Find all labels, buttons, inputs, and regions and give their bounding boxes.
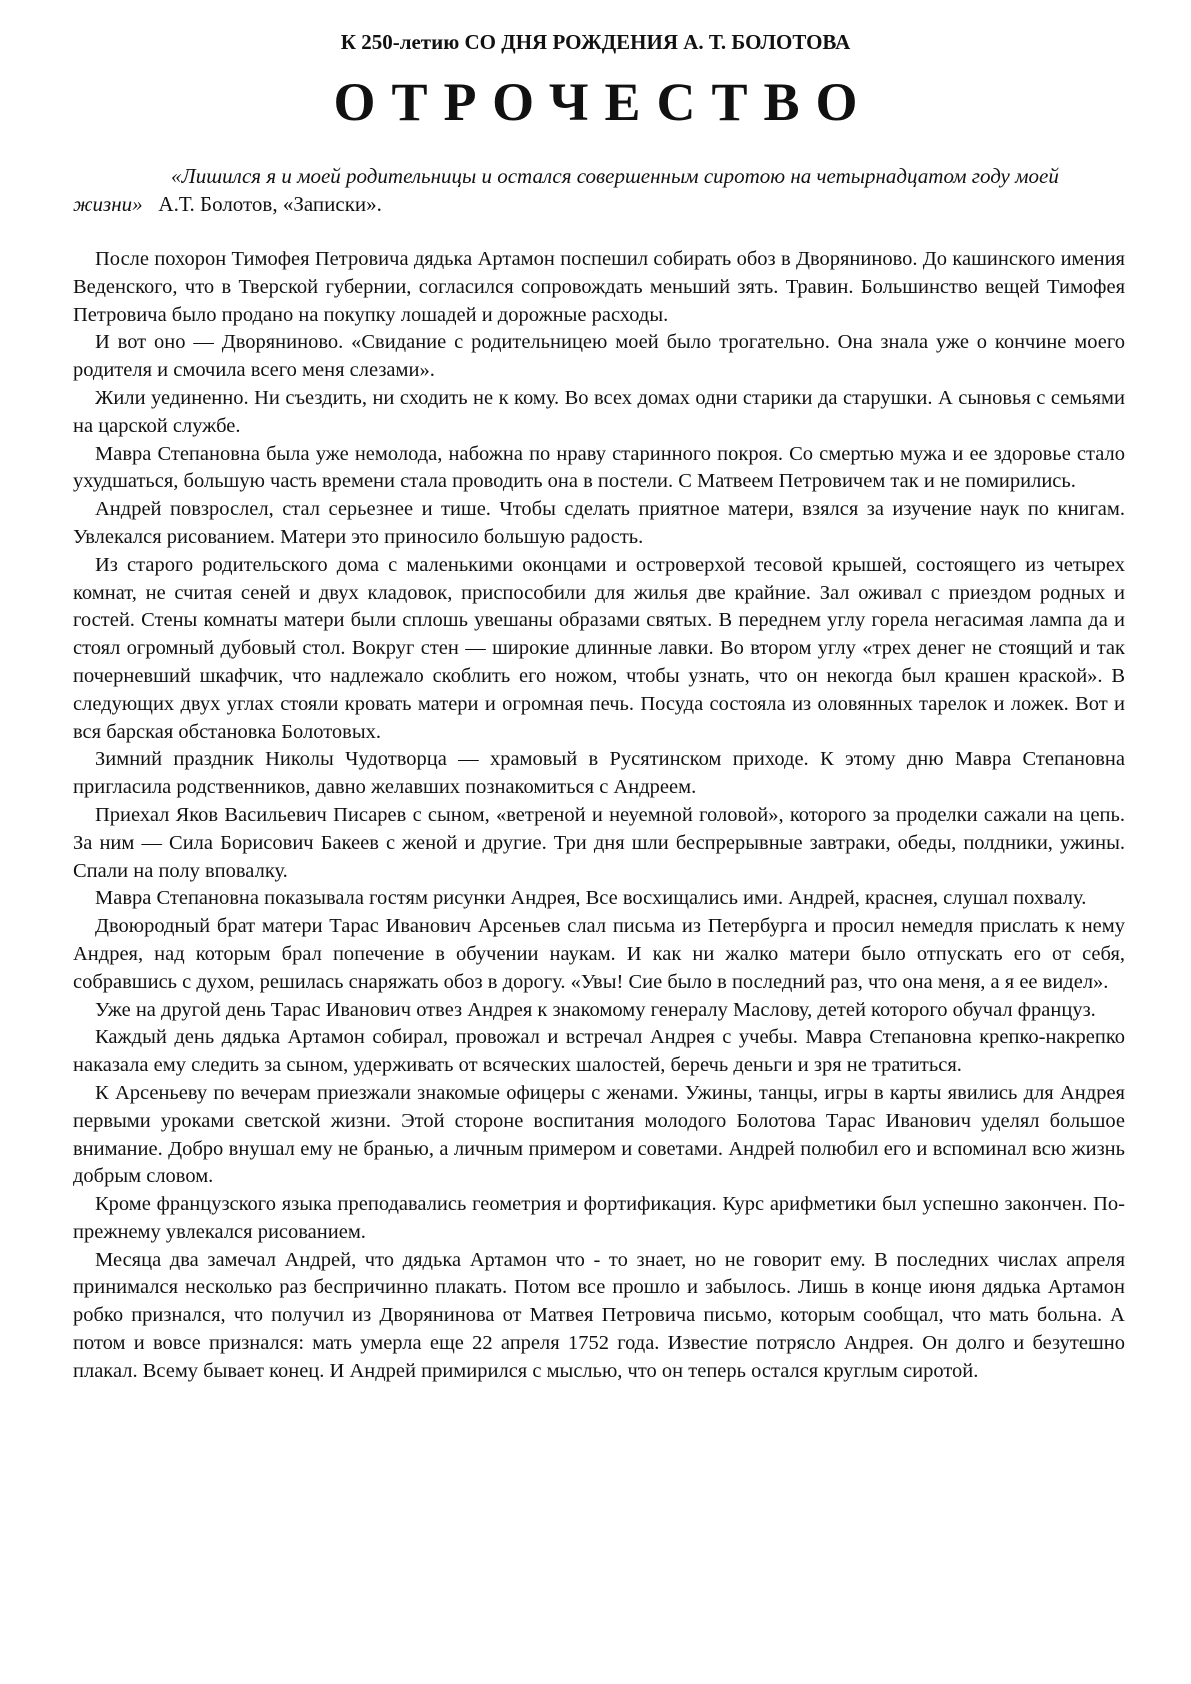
paragraph: Мавра Степановна показывала гостям рисунки Андрея, Все восхищались ими. Андрей, краснея, слушал похвалу. (95, 887, 1087, 910)
paragraph: Из старого родительского дома с маленькими оконцами и островерхой тесовой крышей, состоящего из четырех комнат, не считая сеней и двух кладовок, приспособили для жилья две крайние. Зал оживал с приездом родных и гостей. Стены комнаты матери были сплошь увешаны образами святых. В переднем углу горела негасимая лампа да и стоял огромный дубовый стол. Вокруг стен — широкие длинные лавки. Во втором углу «трех денег не стоящий и так почерневший шкафчик, что надлежало скоблить его ножом, чтобы узнать, что он некогда был крашен краской». В следующих двух углах стояли кровать матери и огромная печь. Посуда состояла из оловянных тарелок и ложек. Вот и вся барская обстановка Болотовых. (73, 553, 1125, 743)
epigraph-quote: «Лишился я и моей родительницы и остался совершенным сиротою на четырнадцатом году моей жизни» (73, 164, 1059, 216)
page-title: ОТРОЧЕСТВО (333, 72, 874, 132)
paragraph: Зимний праздник Николы Чудотворца — храмовый в Русятинском приходе. К этому дню Мавра Степановна пригласила родственников, давно желавших познакомиться с Андреем. (73, 748, 1125, 799)
paragraph: Каждый день дядька Артамон собирал, провожал и встречал Андрея с учебы. Мавра Степановна крепко-накрепко наказала ему следить за сыном, удерживать от всяческих шалостей, беречь деньги и зря не тратиться. (73, 1026, 1125, 1077)
paragraph: Андрей повзрослел, стал серьезнее и тише. Чтобы сделать приятное матери, взялся за изучение наук по книгам. Увлекался рисованием. Матери это приносило большую радость. (73, 498, 1125, 548)
paragraph: Месяца два замечал Андрей, что дядька Артамон что - то знает, но не говорит ему. В последних числах апреля принимался несколько раз беспричинно плакать. Потом все прошло и забылось. Лишь в конце июня дядька Артамон робко признался, что получил из Дворянинова от Матвея Петровича письмо, которым сообщал, что мать больна. А потом и вовсе признался: мать умерла еще 22 апреля 1752 года. Известие потрясло Андрея. Он долго и безутешно плакал. Всему бывает конец. И Андрей примирился с мыслью, что он теперь остался круглым сиротой. (73, 1248, 1125, 1382)
paragraph: Кроме французского языка преподавались геометрия и фортификация. Курс арифметики был успешно закончен. По-прежнему увлекался рисованием. (73, 1193, 1125, 1243)
epigraph-source: А.Т. Болотов, «Записки». (158, 192, 382, 216)
paragraph: После похорон Тимофея Петровича дядька Артамон поспешил собирать обоз в Дворяниново. До кашинского имения Веденского, что в Тверской губернии, согласился сопровождать меньший зять. Травин. Большинство вещей Тимофея Петровича было продано на покупку лошадей и дорожные расходы. (73, 248, 1125, 326)
epigraph (73, 162, 1125, 218)
paragraph: Уже на другой день Тарас Иванович отвез Андрея к знакомому генералу Маслову, детей которого обучал француз. (95, 998, 1096, 1021)
paragraph: Мавра Степановна была уже немолода, набожна по нраву старинного покроя. Со смертью мужа и ее здоровье стало ухудшаться, большую часть времени стала проводить она в постели. С Матвеем Петровичем так и не помирились. (73, 442, 1125, 493)
paragraph: К Арсеньеву по вечерам приезжали знакомые офицеры с женами. Ужины, танцы, игры в карты явились для Андрея первыми уроками светской жизни. Этой стороне воспитания молодого Болотова Тарас Иванович уделял большое внимание. Добро внушал ему не бранью, а личным примером и советами. Андрей полюбил его и вспоминал всю жизнь добрым словом. (73, 1081, 1125, 1188)
article-body (73, 246, 1125, 1386)
paragraph: Жили уединенно. Ни съездить, ни сходить не к кому. Во всех домах одни старики да старушки. А сыновья с семьями на царской службе. (73, 386, 1125, 437)
page-header: К 250-летию СО ДНЯ РОЖДЕНИЯ А. Т. БОЛОТОВА (340, 30, 851, 54)
paragraph: И вот оно — Дворяниново. «Свидание с родительницею моей было трогательно. Она знала уже о кончине моего родителя и смочила всего меня слезами». (73, 331, 1125, 382)
paragraph: Двоюродный брат матери Тарас Иванович Арсеньев слал письма из Петербурга и просил немедля прислать к нему Андрея, над которым брал попечение в обучении наукам. И как ни жалко матери было отпускать его от себя, собравшись с духом, решилась снаряжать обоз в дорогу. «Увы! Сие было в последний раз, что она меня, а я ее видел». (73, 915, 1125, 993)
paragraph: Приехал Яков Васильевич Писарев с сыном, «ветреной и неуемной головой», которого за проделки сажали на цепь. За ним — Сила Борисович Бакеев с женой и другие. Три дня шли беспрерывные завтраки, обеды, полдники, ужины. Спали на полу вповалку. (73, 803, 1125, 882)
